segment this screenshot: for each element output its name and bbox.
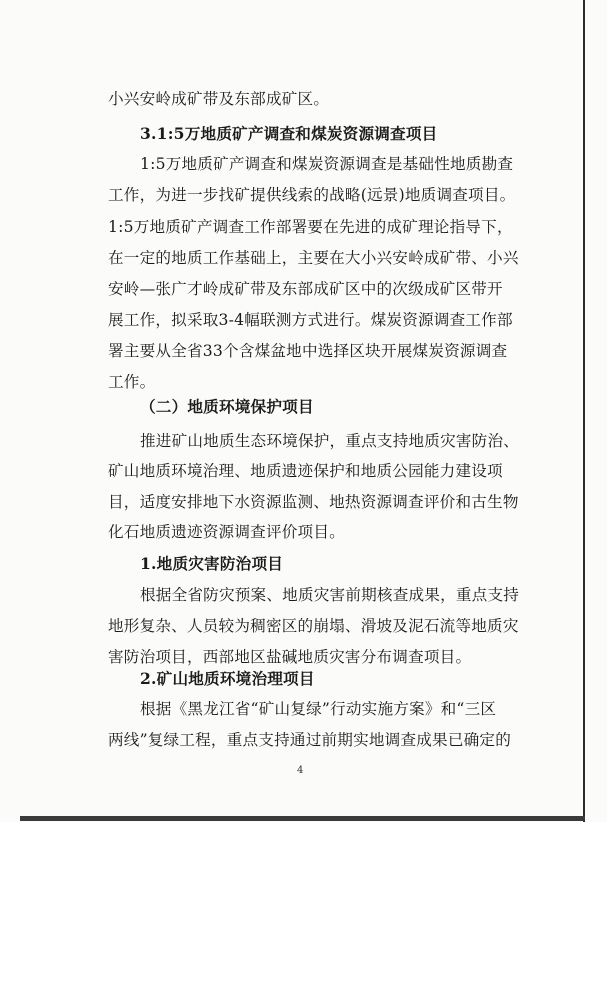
body-line: 在一定的地质工作基础上，主要在大小兴安岭成矿带、小兴 [108,249,519,267]
body-line: 署主要从全省33个含煤盆地中选择区块开展煤炭资源调查 [108,342,508,360]
paragraph-start: 推进矿山地质生态环境保护，重点支持地质灾害防治、 [140,432,520,450]
body-line: 小兴安岭成矿带及东部成矿区。 [108,90,330,108]
section-heading: 1.地质灾害防治项目 [140,554,284,573]
section-heading: 3.1:5万地质矿产调查和煤炭资源调查项目 [140,124,438,143]
body-line: 化石地质遗迹资源调查评价项目。 [108,523,345,541]
page-number: 4 [297,765,304,776]
body-line: 两线”复绿工程，重点支持通过前期实地调查成果已确定的 [108,731,512,749]
body-line: 展工作，拟采取3-4幅联测方式进行。煤炭资源调查工作部 [108,311,513,329]
section-heading: 2.矿山地质环境治理项目 [140,669,315,688]
body-line: 安岭—张广才岭成矿带及东部成矿区中的次级成矿区带开 [108,280,503,298]
body-line: 1:5万地质矿产调查工作部署要在先进的成矿理论指导下， [108,218,513,236]
body-line: 目，适度安排地下水资源监测、地热资源调查评价和古生物 [108,493,519,511]
paragraph-start: 根据《黑龙江省“矿山复绿”行动实施方案》和“三区 [140,700,497,718]
body-line: 工作。 [108,373,156,391]
paragraph-start: 1:5万地质矿产调查和煤炭资源调查是基础性地质勘查 [140,155,514,173]
scan-bottom-edge [20,816,585,821]
body-line: 地形复杂、人员较为稠密区的崩塌、滑坡及泥石流等地质灾 [108,617,519,635]
body-line: 矿山地质环境治理、地质遗迹保护和地质公园能力建设项 [108,462,503,480]
body-line: 害防治项目，西部地区盐碱地质灾害分布调查项目。 [108,648,472,666]
scan-right-edge [583,0,585,822]
section-heading: （二）地质环境保护项目 [140,397,314,416]
paragraph-start: 根据全省防灾预案、地质灾害前期核查成果，重点支持 [140,586,520,604]
body-line: 工作，为进一步找矿提供线索的战略(远景)地质调查项目。 [108,186,516,204]
